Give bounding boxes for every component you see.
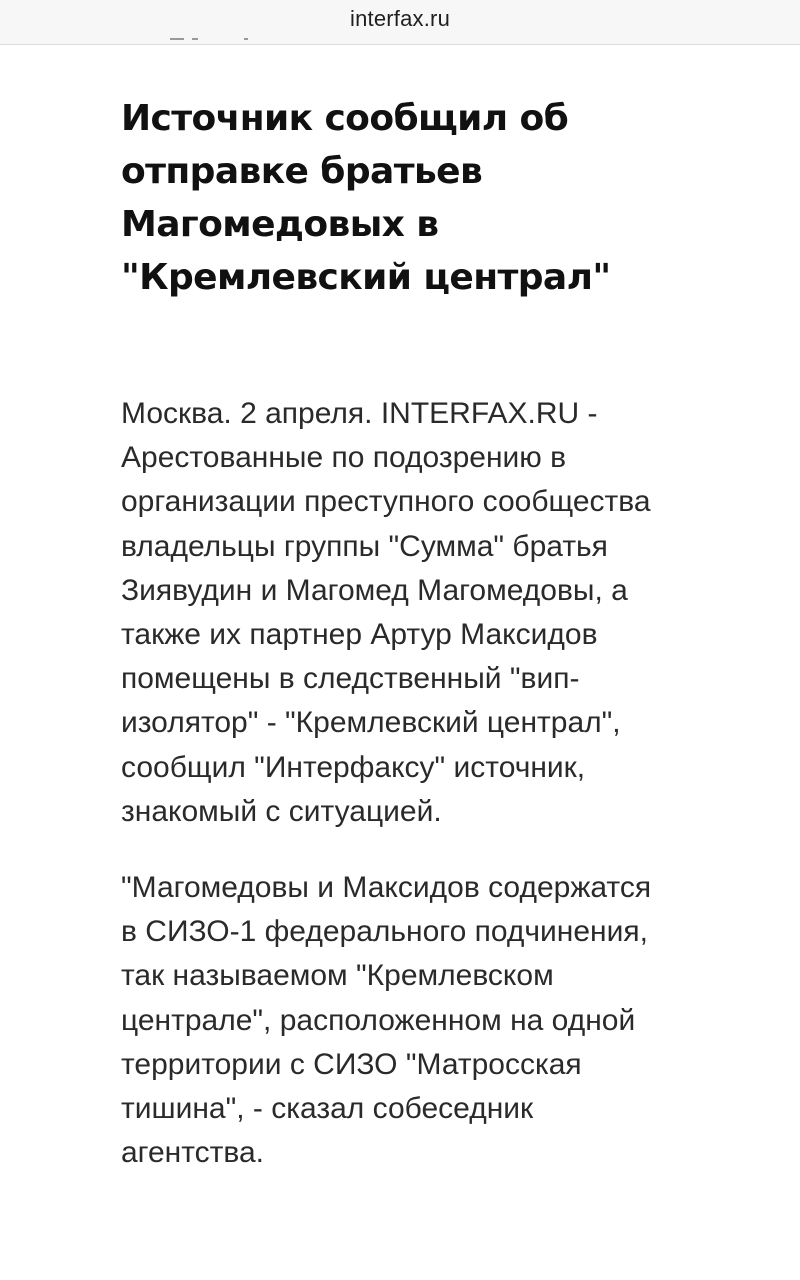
clipped-breadcrumb <box>150 38 270 46</box>
article-paragraph: "Магомедовы и Максидов содержатся в СИЗО-1 федерального подчинения, так называемом "Кремлевском централе", расположенном на одной территории с СИЗО "Матросская тишина", - сказал собеседник агентства. <box>121 871 652 1170</box>
url-text[interactable]: interfax.ru <box>349 6 451 31</box>
browser-address-bar[interactable] <box>0 0 800 45</box>
article-paragraph: Москва. 2 апреля. INTERFAX.RU - Арестованные по подозрению в организации преступного сообщества владельцы группы "Сумма" братья Зиявудин и Магомед Магомедовы, а также их партнер Артур Максидов помещены в следственный "вип-изолятор" - "Кремлевский централ", сообщил "Интерфаксу" источник, знакомый с ситуацией. <box>121 397 651 828</box>
article-headline: Источник сообщил об отправке братьев Магомедовых в "Кремлевский централ" <box>121 98 611 298</box>
article-body <box>121 392 661 1175</box>
